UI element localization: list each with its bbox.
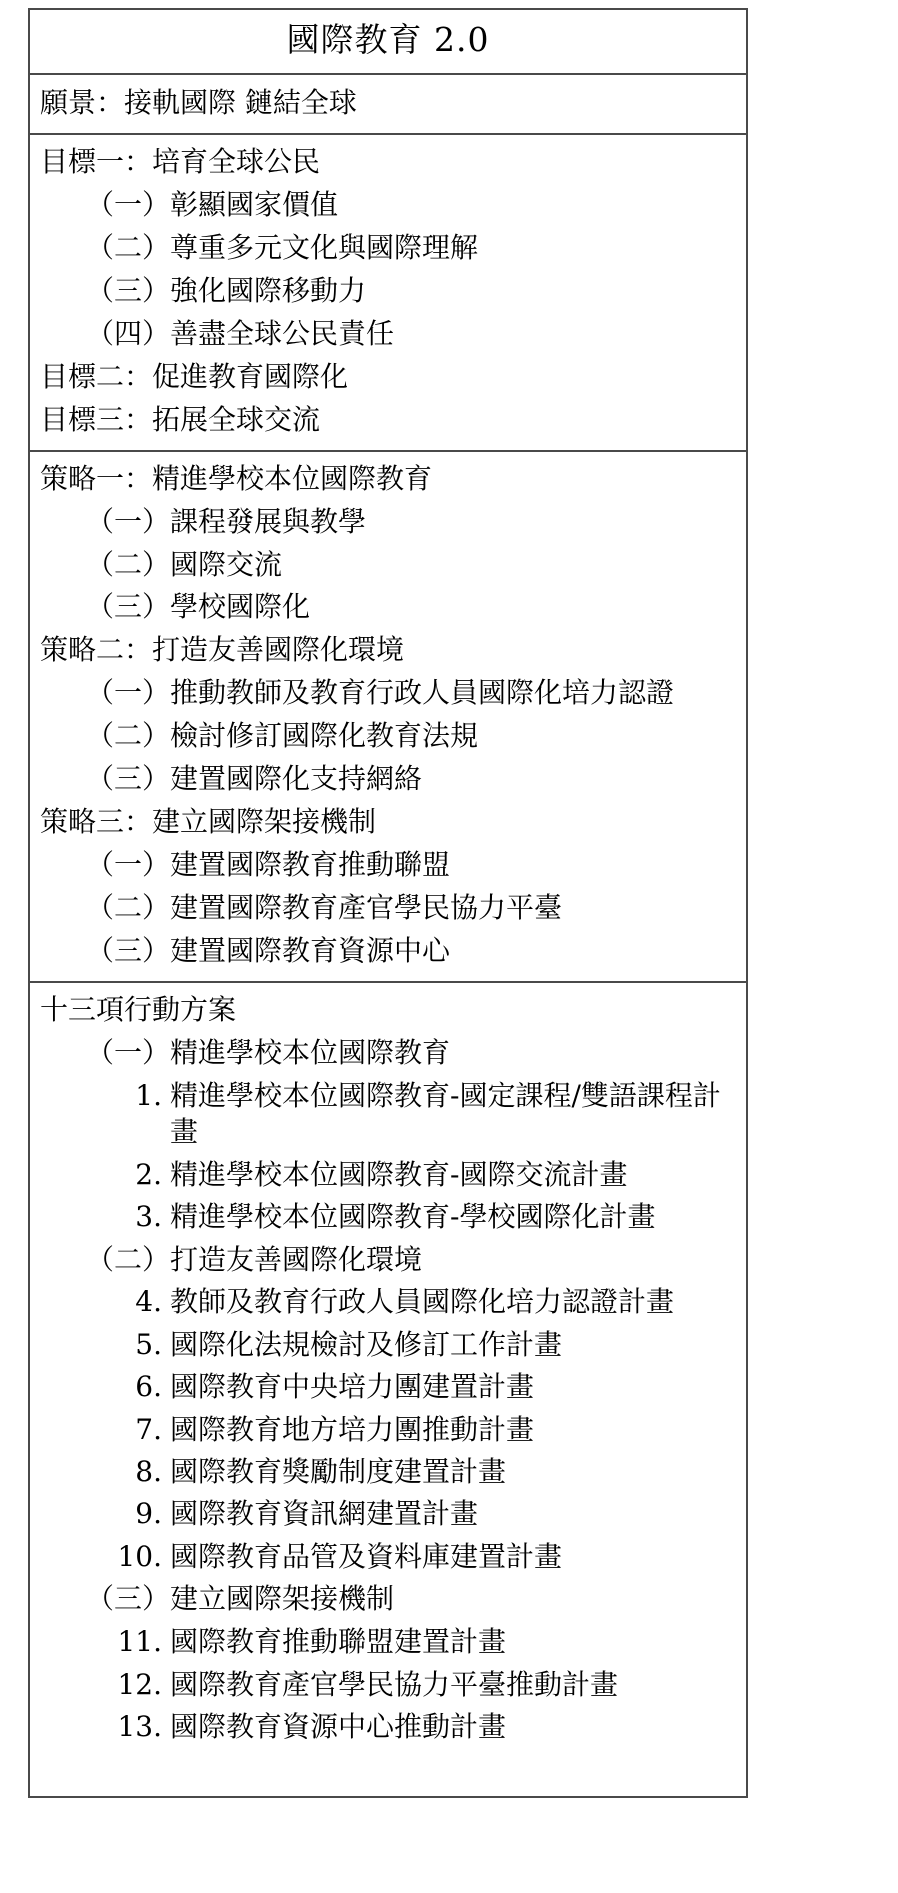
- goals-cell: [29, 134, 747, 451]
- strategy-item-marker: （三）: [86, 762, 171, 796]
- strategy-item: [40, 844, 736, 887]
- strategy-heading: 策略一：精進學校本位國際教育: [40, 461, 433, 495]
- strategy-item-label: 建置國際教育產官學民協力平臺: [170, 891, 563, 925]
- strategy-item-marker: （一）: [86, 676, 171, 710]
- action-group-marker: （二）: [86, 1242, 171, 1276]
- action-item: [40, 1706, 736, 1748]
- strategy-heading: 策略二：打造友善國際化環境: [40, 633, 405, 667]
- goal-item: [40, 227, 736, 270]
- action-item-label: 國際教育中央培力團建置計畫: [170, 1370, 535, 1404]
- action-item: [40, 1536, 736, 1578]
- action-group-label: 打造友善國際化環境: [170, 1242, 423, 1276]
- action-item-label: 精進學校本位國際教育-學校國際化計畫: [170, 1200, 656, 1234]
- action-group-label: 精進學校本位國際教育: [170, 1036, 451, 1069]
- action-group-title: [40, 1032, 736, 1075]
- goal-heading: 目標二：促進教育國際化: [40, 359, 349, 393]
- strategy-item-label: 學校國際化: [170, 590, 311, 624]
- action-item: [40, 1664, 736, 1706]
- page-title: 國際教育 2.0: [286, 20, 490, 59]
- action-item-label: 國際教育地方培力團推動計畫: [170, 1412, 535, 1446]
- goals-row: [29, 134, 747, 451]
- action-item-number: 2.: [135, 1157, 162, 1191]
- vision-row: [29, 74, 747, 134]
- action-item-number: 11.: [117, 1625, 162, 1659]
- goal-item-marker: （三）: [86, 273, 171, 307]
- goal-item: [40, 184, 736, 227]
- action-item-label: 精進學校本位國際教育-國際交流計畫: [170, 1157, 628, 1191]
- action-item-label: 精進學校本位國際教育-國定課程/雙語課程計畫: [170, 1078, 721, 1149]
- action-item: [40, 1451, 736, 1493]
- action-item: [40, 1281, 736, 1323]
- strategies-cell: [29, 451, 747, 982]
- strategy-heading: 策略三：建立國際架接機制: [40, 805, 377, 839]
- vision-cell: [29, 74, 747, 134]
- goal-item-marker: （一）: [86, 187, 171, 221]
- action-plans-row: [29, 982, 747, 1797]
- action-group-marker: （一）: [86, 1036, 171, 1069]
- goal-item: [40, 313, 736, 356]
- strategy-item: [40, 758, 736, 801]
- vision-text: 願景：接軌國際 鏈結全球: [40, 85, 357, 119]
- strategy-item: [40, 501, 736, 544]
- strategy-item-marker: （三）: [86, 590, 171, 624]
- action-item: [40, 1075, 736, 1154]
- action-item: [40, 1366, 736, 1408]
- action-item-number: 6.: [135, 1370, 162, 1404]
- strategy-item: [40, 672, 736, 715]
- action-item-number: 10.: [117, 1539, 162, 1573]
- action-item-label: 國際教育產官學民協力平臺推動計畫: [170, 1667, 619, 1701]
- action-item-label: 國際教育資源中心推動計畫: [170, 1709, 507, 1743]
- action-item: [40, 1621, 736, 1663]
- strategy-item: [40, 887, 736, 930]
- action-plans-cell: [29, 982, 747, 1797]
- strategy-item-marker: （一）: [86, 504, 171, 538]
- action-item-number: 7.: [135, 1412, 162, 1446]
- goal-item: [40, 270, 736, 313]
- title-row: [29, 9, 747, 74]
- action-item-number: 3.: [135, 1200, 162, 1234]
- action-item-number: 9.: [135, 1497, 162, 1531]
- strategy-item-label: 建置國際教育推動聯盟: [170, 848, 451, 882]
- goal-heading: 目標三：拓展全球交流: [40, 402, 321, 436]
- strategy-item: [40, 930, 736, 973]
- action-group-marker: （三）: [86, 1582, 171, 1616]
- strategy-item: [40, 544, 736, 587]
- bottom-spacer: [40, 1748, 736, 1788]
- action-group-label: 建立國際架接機制: [170, 1582, 395, 1616]
- action-item-label: 國際教育資訊網建置計畫: [170, 1497, 479, 1531]
- action-plans-heading: 十三項行動方案: [40, 993, 237, 1027]
- strategy-item-label: 國際交流: [170, 547, 283, 581]
- strategy-item: [40, 715, 736, 758]
- framework-table: [28, 8, 748, 1798]
- strategy-item-marker: （三）: [86, 934, 171, 968]
- goal-item-label: 強化國際移動力: [170, 273, 367, 307]
- strategy-item-marker: （二）: [86, 719, 171, 753]
- strategy-item-label: 檢討修訂國際化教育法規: [170, 719, 479, 753]
- action-item: [40, 1324, 736, 1366]
- action-item-number: 4.: [135, 1285, 162, 1319]
- strategy-item: [40, 586, 736, 629]
- action-item: [40, 1196, 736, 1238]
- action-item-number: 8.: [135, 1455, 162, 1489]
- action-group-title: [40, 1239, 736, 1282]
- action-item-label: 國際教育品管及資料庫建置計畫: [170, 1539, 563, 1573]
- action-item-label: 國際教育獎勵制度建置計畫: [170, 1455, 507, 1489]
- action-item: [40, 1154, 736, 1196]
- strategies-row: [29, 451, 747, 982]
- goal-heading: 目標一：培育全球公民: [40, 144, 321, 178]
- action-item-label: 國際教育推動聯盟建置計畫: [170, 1625, 507, 1659]
- goal-item-marker: （二）: [86, 230, 171, 264]
- action-item-number: 5.: [135, 1327, 162, 1361]
- action-item-number: 1.: [135, 1078, 162, 1112]
- strategy-item-label: 推動教師及教育行政人員國際化培力認證: [170, 676, 675, 710]
- strategy-item-label: 建置國際化支持網絡: [170, 762, 423, 796]
- goal-item-marker: （四）: [86, 316, 171, 350]
- action-item-label: 國際化法規檢討及修訂工作計畫: [170, 1327, 563, 1361]
- goal-item-label: 彰顯國家價值: [170, 187, 339, 221]
- action-item-number: 13.: [117, 1709, 162, 1743]
- strategy-item-marker: （一）: [86, 848, 171, 882]
- action-item: [40, 1409, 736, 1451]
- strategy-item-label: 課程發展與教學: [170, 504, 367, 538]
- action-item-number: 12.: [117, 1667, 162, 1701]
- strategy-item-marker: （二）: [86, 547, 171, 581]
- strategy-item-marker: （二）: [86, 891, 171, 925]
- action-group-title: [40, 1578, 736, 1621]
- goal-item-label: 尊重多元文化與國際理解: [170, 230, 479, 264]
- goal-item-label: 善盡全球公民責任: [170, 316, 395, 350]
- action-item: [40, 1493, 736, 1535]
- strategy-item-label: 建置國際教育資源中心: [170, 934, 451, 968]
- action-item-label: 教師及教育行政人員國際化培力認證計畫: [170, 1285, 675, 1319]
